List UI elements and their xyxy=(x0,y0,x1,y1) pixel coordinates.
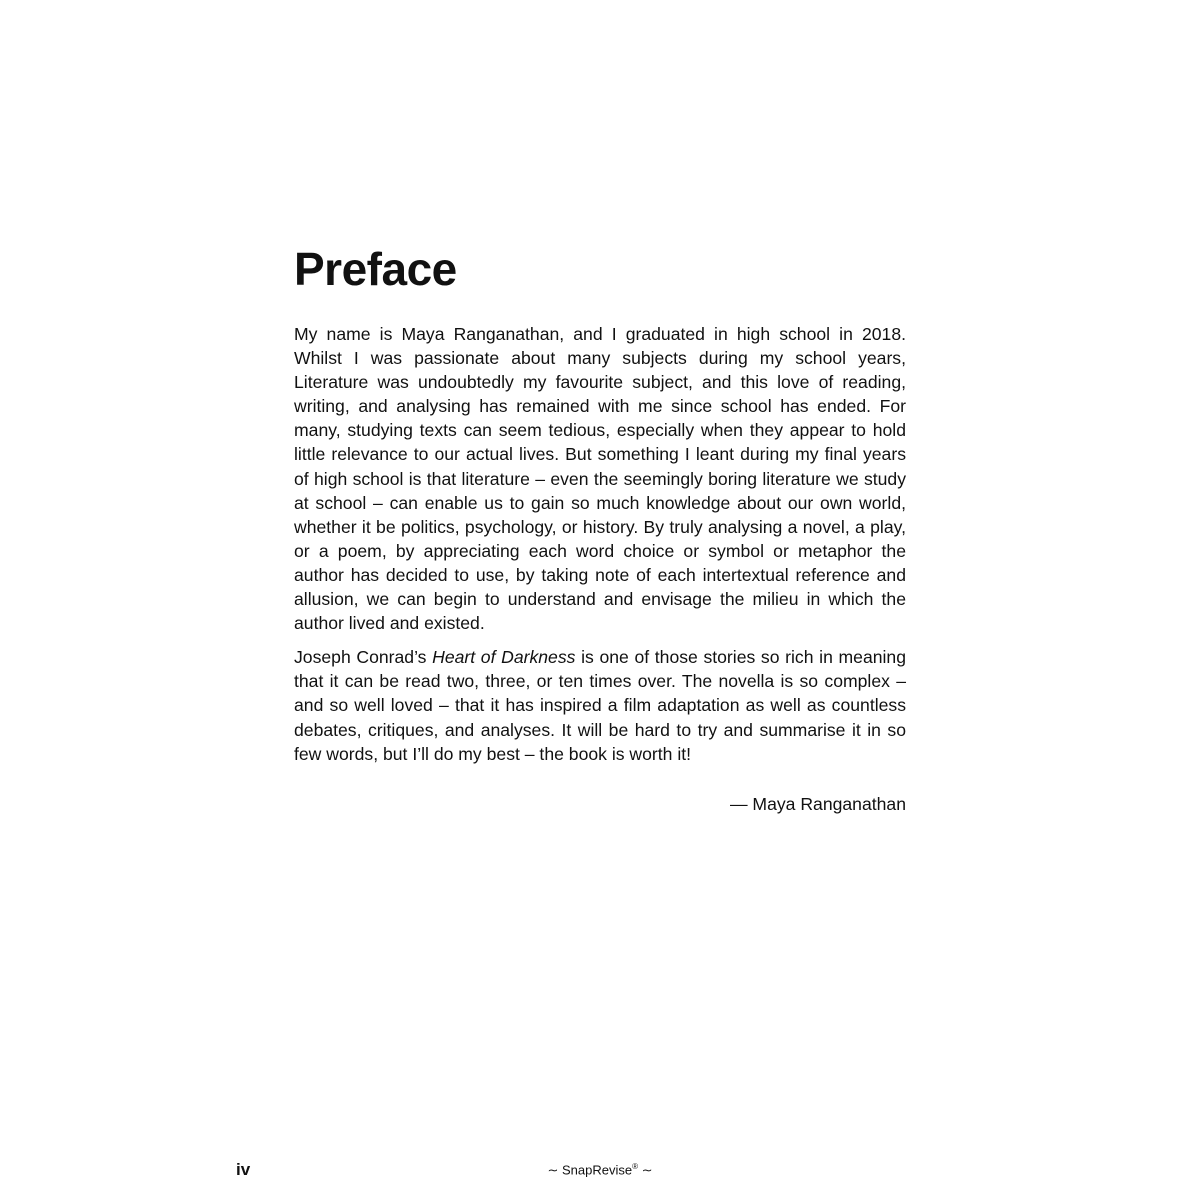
preface-paragraph-2 xyxy=(294,645,906,765)
preface-body xyxy=(294,322,906,766)
paragraph-2-end: is one of those stories so rich in meaning that it can be read two, three, or ten times over. The novella is so complex – and so well loved – that it has inspired a film adaptation as well as countless debates, critiques, and analyses. It will be hard to try and summarise it in so few words, but I’ll do my best – the book is worth it! xyxy=(294,647,906,764)
footer-right-tilde: ∼ xyxy=(641,1162,653,1178)
registered-mark: ® xyxy=(632,1162,638,1171)
footer-brand xyxy=(0,1162,1200,1178)
brand-name: SnapRevise xyxy=(561,1162,633,1178)
footer-left-tilde: ∼ xyxy=(547,1162,559,1178)
preface-paragraph-1: My name is Maya Ranganathan, and I graduated in high school in 2018. Whilst I was passionate about many subjects during my school years, Literature was undoubtedly my favourite subject, and this love of reading, writing, and analysing has remained with me since school has ended. For many, studying texts can seem tedious, especially when they appear to hold little relevance to our actual lives. But something I leant during my final years of high school is that literature – even the seemingly boring literature we study at school – can enable us to gain so much knowledge about our own world, whether it be politics, psychology, or history. By truly analysing a novel, a play, or a poem, by appreciating each word choice or symbol or metaphor the author has decided to use, by taking note of each intertextual reference and allusion, we can begin to understand and envisage the milieu in which the author lived and existed. xyxy=(294,324,906,634)
book-title: Heart of Darkness xyxy=(432,647,576,668)
author-signature: — Maya Ranganathan xyxy=(729,793,906,814)
page-number: iv xyxy=(236,1160,251,1179)
page-title: Preface xyxy=(294,243,457,295)
paragraph-2-start: Joseph Conrad’s xyxy=(294,647,433,668)
preface-section xyxy=(294,242,906,816)
